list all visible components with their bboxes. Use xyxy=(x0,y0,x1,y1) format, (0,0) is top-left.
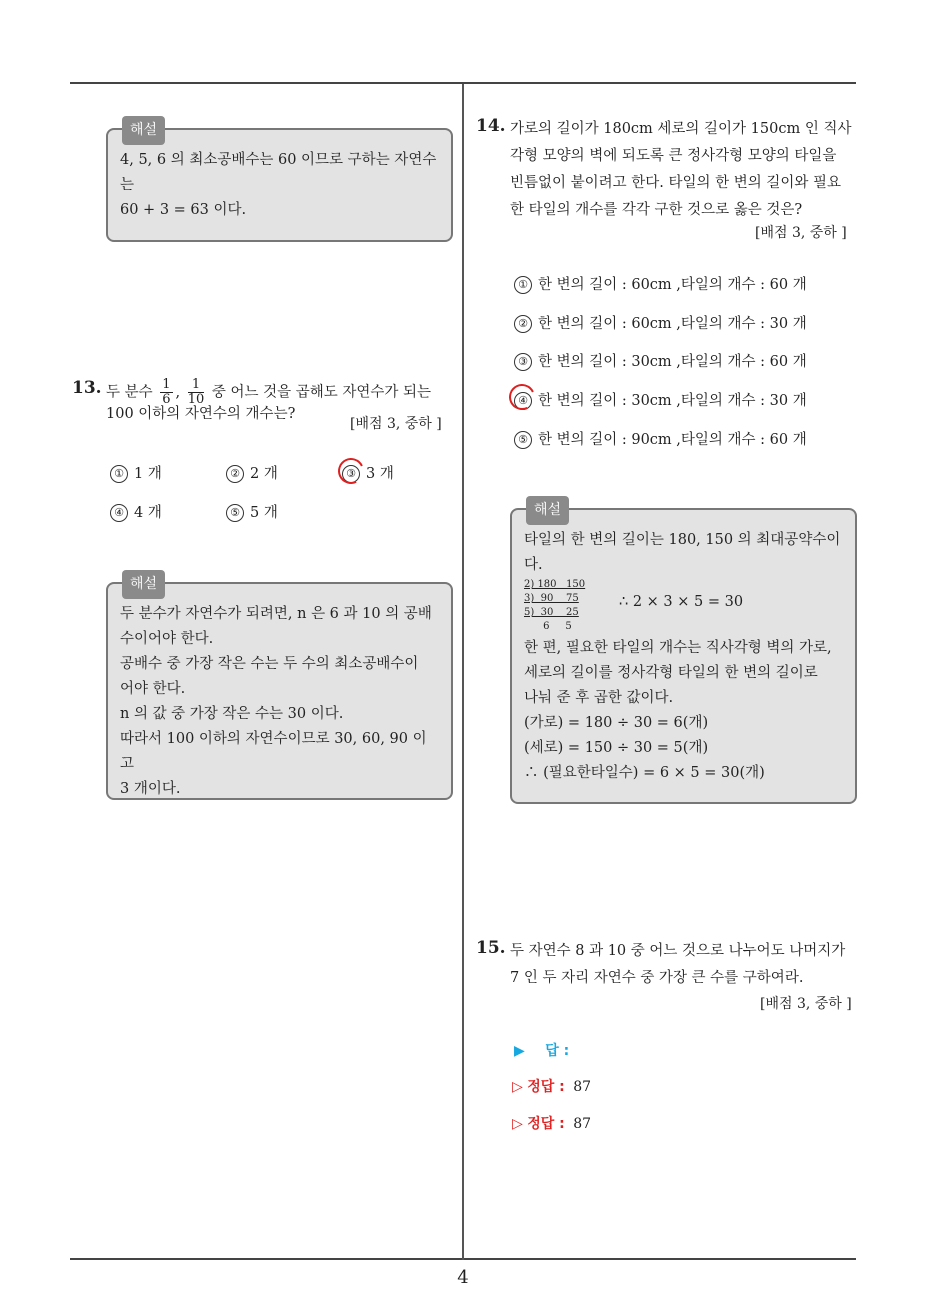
q14-option-2[interactable]: ② 한 변의 길이 : 60cm ,타일의 개수 : 30 개 xyxy=(514,312,807,333)
question-14-text: 가로의 길이가 180cm 세로의 길이가 150cm 인 직사 각형 모양의 벽에 되도록 큰 정사각형 모양의 타일을 빈틈없이 붙이려고 한다. 타일의 한 변의 길이와 필요 한 타일의 개수를 각각 구한 것으로 옳은 것은? xyxy=(510,121,852,218)
explanation-line: 어야 한다. xyxy=(120,681,186,697)
explanation-box-12 xyxy=(106,122,453,242)
question-13-score: [배점 3, 중하 ] xyxy=(350,416,442,432)
outline-arrow-icon: ▷ xyxy=(512,1116,523,1132)
question-15-score: [배점 3, 중하 ] xyxy=(760,996,852,1012)
explanation-tag: 해설 xyxy=(122,570,165,599)
q14-option-5[interactable]: ⑤ 한 변의 길이 : 90cm ,타일의 개수 : 60 개 xyxy=(514,428,807,449)
division-ladder: 2) 180 150 3) 90 75 5) 30 25 6 5 xyxy=(524,579,586,632)
explanation-line: (세로) = 150 ÷ 30 = 5(개) xyxy=(524,740,709,756)
answer-line[interactable]: ▶ 답 : xyxy=(514,1043,570,1059)
question-13-line2: 100 이하의 자연수의 개수는? xyxy=(106,406,296,422)
explanation-line: 두 분수가 자연수가 되려면, n 은 6 과 10 의 공배 xyxy=(120,606,432,622)
explanation-line: 다. xyxy=(524,557,543,573)
explanation-line: 타일의 한 변의 길이는 180, 150 의 최대공약수이 xyxy=(524,532,841,548)
correct-answer-line-1: ▷ 정답 : 87 xyxy=(512,1079,592,1095)
q13-option-5[interactable]: ⑤ 5 개 xyxy=(226,501,278,522)
explanation-line: n 의 값 중 가장 작은 수는 30 이다. xyxy=(120,706,344,722)
question-14-number: 14. xyxy=(476,116,506,136)
fraction-one-sixth: $\frac{1}{6}$ xyxy=(162,377,171,407)
question-15-text: 두 자연수 8 과 10 중 어느 것으로 나누어도 나머지가 7 인 두 자리 자연수 중 가장 큰 수를 구하여라. xyxy=(510,943,846,986)
explanation-line: 는 xyxy=(120,177,135,193)
outline-arrow-icon: ▷ xyxy=(512,1079,523,1095)
explanation-line: 나눠 준 후 곱한 값이다. xyxy=(524,690,674,706)
explanation-line: 4, 5, 6 의 최소공배수는 60 이므로 구하는 자연수 xyxy=(120,152,437,168)
q13-option-1[interactable]: ① 1 개 xyxy=(110,462,162,483)
q14-option-4[interactable]: ④ 한 변의 길이 : 30cm ,타일의 개수 : 30 개 xyxy=(514,389,807,410)
gcd-result: ∴ 2 × 3 × 5 = 30 xyxy=(619,594,744,610)
explanation-line: 따라서 100 이하의 자연수이므로 30, 60, 90 이고 xyxy=(120,731,427,772)
explanation-line: 공배수 중 가장 작은 수는 두 수의 최소공배수이 xyxy=(120,656,419,672)
question-13-number: 13. xyxy=(72,378,102,398)
column-divider xyxy=(462,84,464,1260)
explanation-line: 3 개이다. xyxy=(120,781,181,797)
explanation-tag: 해설 xyxy=(122,116,165,145)
explanation-line: (가로) = 180 ÷ 30 = 6(개) xyxy=(524,715,709,731)
fraction-one-tenth: $\frac{1}{10}$ xyxy=(187,377,205,407)
q13-option-2[interactable]: ② 2 개 xyxy=(226,462,278,483)
q14-option-1[interactable]: ① 한 변의 길이 : 60cm ,타일의 개수 : 60 개 xyxy=(514,273,807,294)
question-14-score: [배점 3, 중하 ] xyxy=(755,225,847,241)
explanation-box-13 xyxy=(106,576,453,800)
question-15-number: 15. xyxy=(476,938,506,958)
play-arrow-icon: ▶ xyxy=(514,1043,525,1059)
explanation-box-14 xyxy=(510,502,857,804)
q14-option-3[interactable]: ③ 한 변의 길이 : 30cm ,타일의 개수 : 60 개 xyxy=(514,350,807,371)
correct-answer-line-2: ▷ 정답 : 87 xyxy=(512,1116,592,1132)
explanation-tag: 해설 xyxy=(526,496,569,525)
question-13-text: 두 분수 $\frac{1}{6}$ , $\frac{1}{10}$ 중 어느 것을 곱해도 자연수가 되는 100 이하의 자연수의 개수는? xyxy=(106,378,456,428)
q13-option-3[interactable]: ③ 3 개 xyxy=(342,462,394,483)
explanation-line: 60 + 3 = 63 이다. xyxy=(120,202,247,218)
explanation-line: ∴ (필요한타일수) = 6 × 5 = 30(개) xyxy=(524,765,765,781)
q13-option-4[interactable]: ④ 4 개 xyxy=(110,501,162,522)
page-number: 4 xyxy=(457,1267,469,1288)
explanation-line: 세로의 길이를 정사각형 타일의 한 변의 길이로 xyxy=(524,665,818,681)
explanation-line: 한 편, 필요한 타일의 개수는 직사각형 벽의 가로, xyxy=(524,640,832,656)
explanation-line: 수이어야 한다. xyxy=(120,631,214,647)
